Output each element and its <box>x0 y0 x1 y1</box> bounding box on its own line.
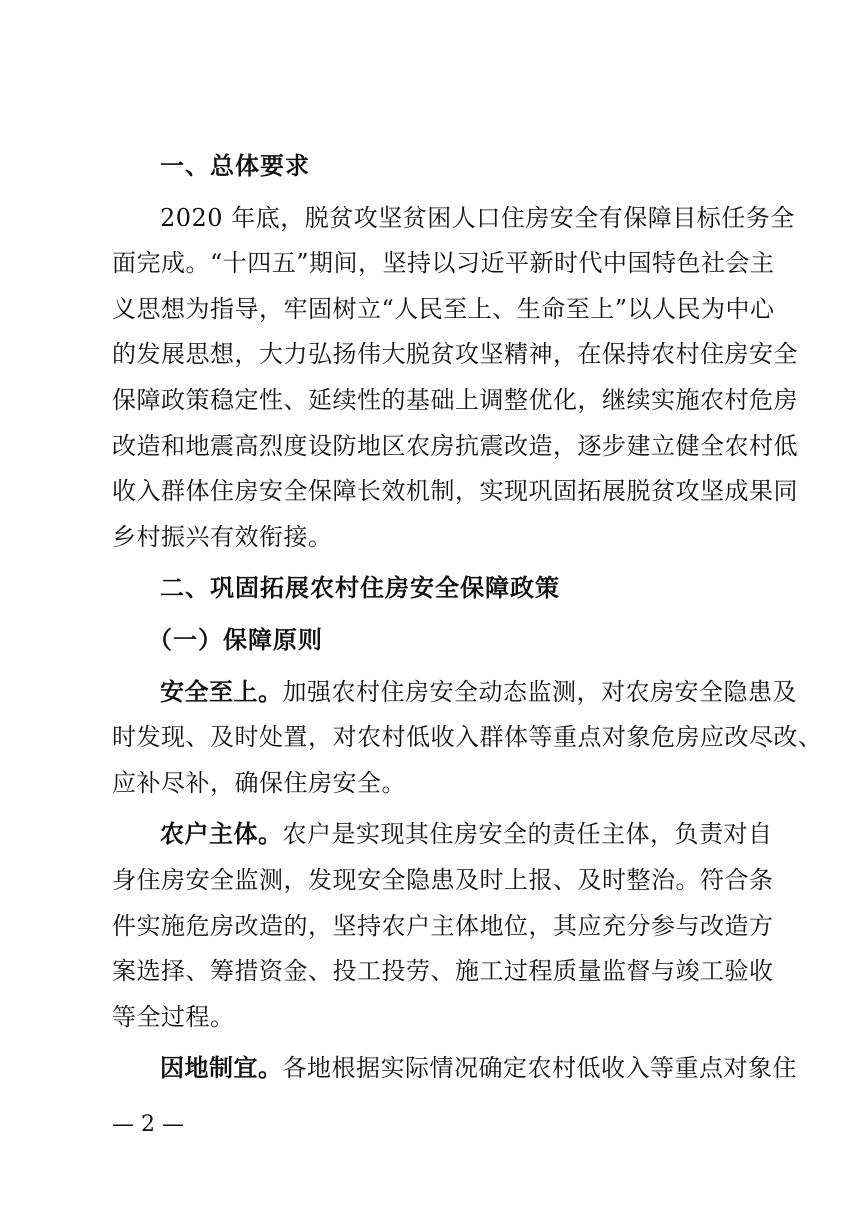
paragraph-line: 收入群体住房安全保障长效机制，实现巩固拓展脱贫攻坚成果同 <box>112 477 798 506</box>
paragraph-line: 时发现、及时处置，对农村低收入群体等重点对象危房应改尽改、 <box>112 723 823 752</box>
principle-local-conditions-line <box>112 1046 797 1092</box>
principle-text: 农户是实现其住房安全的责任主体，负责对自 <box>282 820 773 849</box>
principle-text: 各地根据实际情况确定农村低收入等重点对象住 <box>282 1054 797 1083</box>
paragraph-line: 件实施危房改造的，坚持农户主体地位，其应充分参与改造方 <box>112 911 774 940</box>
paragraph-line: 改造和地震高烈度设防地区农房抗震改造，逐步建立健全农村低 <box>112 431 798 460</box>
paragraph-line: 的发展思想，大力弘扬伟大脱贫攻坚精神，在保持农村住房安全 <box>112 340 798 369</box>
paragraph-line: 乡村振兴有效衔接。 <box>112 522 333 551</box>
paragraph-line: 义思想为指导，牢固树立“人民至上、生命至上”以人民为中心 <box>112 294 775 323</box>
principle-lead: 安全至上。 <box>160 677 283 706</box>
principle-text: 加强农村住房安全动态监测，对农房安全隐患及 <box>282 677 797 706</box>
principle-lead: 农户主体。 <box>160 820 283 849</box>
section-heading-overall-requirements: 一、总体要求 <box>160 152 310 180</box>
paragraph-line: 案选择、筹措资金、投工投劳、施工过程质量监督与竣工验收 <box>112 957 774 986</box>
paragraph-line: 等全过程。 <box>112 1002 235 1031</box>
paragraph-line: 2020 年底，脱贫攻坚贫困人口住房安全有保障目标任务全 <box>160 203 795 232</box>
page-number: — 2 — <box>112 1112 184 1137</box>
principle-farmer-subject-line <box>112 812 773 858</box>
principle-lead: 因地制宜。 <box>160 1054 283 1083</box>
section-heading-housing-policy: 二、巩固拓展农村住房安全保障政策 <box>160 574 560 603</box>
paragraph-line: 面完成。“十四五”期间，坚持以习近平新时代中国特色社会主 <box>112 249 775 278</box>
paragraph-line: 应补尽补，确保住房安全。 <box>112 768 406 797</box>
paragraph-line: 保障政策稳定性、延续性的基础上调整优化，继续实施农村危房 <box>112 385 798 414</box>
document-body <box>112 144 823 1092</box>
subsection-heading-principles: （一）保障原则 <box>148 625 323 654</box>
paragraph-line: 身住房安全监测，发现安全隐患及时上报、及时整治。符合条 <box>112 865 774 894</box>
principle-safety-first-line <box>112 670 797 716</box>
